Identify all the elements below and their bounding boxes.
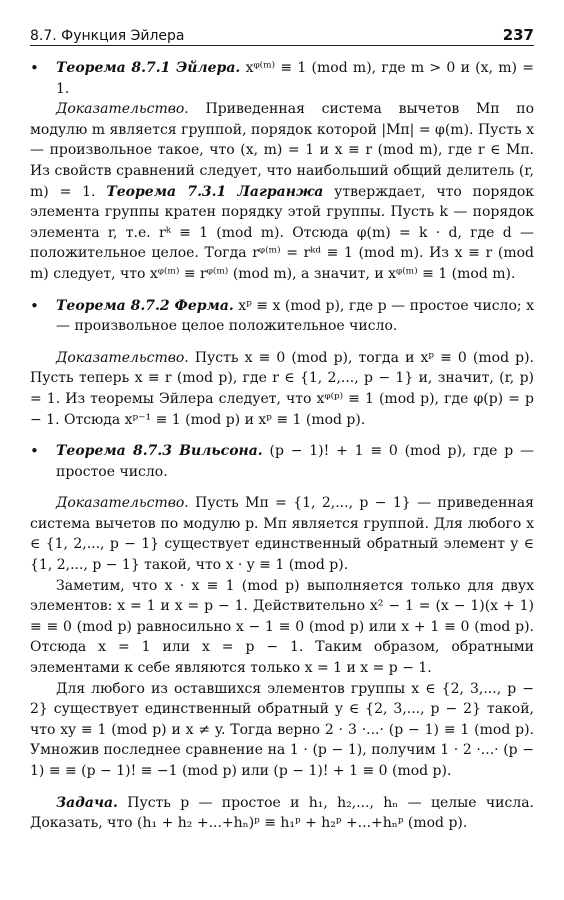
bullet-icon: • xyxy=(30,442,39,461)
proof-label: Доказательство. xyxy=(56,495,189,512)
proof-text: Приведенная система вычетов Mπ по модулю m является группой, порядок которой |Mπ| = φ(m). Пусть x — произвольное такое, что (x, m) = 1 и x ≡ r (mod m), где r ∈ Mπ. Из свойств сравнений следует, что наибольший общий делитель (r, m) = 1. xyxy=(30,101,534,200)
proof-wilson xyxy=(30,493,534,575)
proof-wilson-para2: Заметим, что x · x ≡ 1 (mod p) выполняется только для двух элементов: x = 1 и x = p − 1. Действительно x² − 1 = (x − 1)(x + 1) ≡ ≡ 0 (mod p) равносильно x − 1 ≡ 0 (mod p) или x + 1 ≡ 0 (mod p). Отсюда x = 1 или x = p − 1. Таким образом, обратными элементами к себе являются только x = 1 и x = p − 1. xyxy=(30,577,534,677)
theorem-title: Теорема 8.7.3 Вильсона. xyxy=(56,443,263,460)
section-title: 8.7. Функция Эйлера xyxy=(30,28,185,44)
bullet-icon: • xyxy=(30,296,39,315)
theorem-title: Теорема 8.7.1 Эйлера. xyxy=(56,60,241,76)
theorem-wilson xyxy=(30,441,534,482)
proof-text-continued: утверждает, что порядок элемента группы кратен порядку этой группы. Пусть k — порядок элемента r, т.е. rᵏ ≡ 1 (mod m). Отсюда φ(m) = k · d, где d — положительное целое. Тогда rᵠ⁽ᵐ⁾ = rᵏᵈ ≡ 1 (mod m). Из x ≡ r (mod m) следует, что xᵠ⁽ᵐ⁾ ≡ rᵠ⁽ᵐ⁾ (mod m), а значит, и xᵠ⁽ᵐ⁾ ≡ 1 (mod m). xyxy=(30,183,535,282)
page-number: 237 xyxy=(502,26,534,44)
proof-label: Доказательство. xyxy=(56,101,189,118)
proof-label: Доказательство. xyxy=(56,349,189,366)
page-content xyxy=(30,58,534,834)
task-label: Задача. xyxy=(56,794,118,811)
bullet-icon: • xyxy=(30,59,39,77)
lagrange-theorem-ref: Теорема 7.3.1 Лагранжа xyxy=(106,183,324,200)
theorem-fermat xyxy=(30,296,534,337)
theorem-euler xyxy=(30,58,534,99)
proof-text: Пусть Mπ = {1, 2,..., p − 1} — приведенная система вычетов по модулю p. Mπ является группой. Для любого x ∈ {1, 2,..., p − 1} существует единственный обратный элемент y ∈ {1, 2,..., p − 1} такой, что x · y ≡ 1 (mod p). xyxy=(30,495,534,574)
theorem-statement: xᵖ ≡ x (mod p), где p — простое число; x — произвольное целое положительное число. xyxy=(56,297,534,335)
task-text: Пусть p — простое и h₁, h₂,..., hₙ — целые числа. Доказать, что (h₁ + h₂ +...+hₙ)ᵖ ≡ h₁ᵖ + h₂ᵖ +...+hₙᵖ (mod p). xyxy=(30,794,535,832)
header-rule xyxy=(30,45,534,46)
proof-text: Пусть x ≡ 0 (mod p), тогда и xᵖ ≡ 0 (mod p). Пусть теперь x ≡ r (mod p), где r ∈ {1, 2,..., p − 1} и, значит, (r, p) = 1. Из теоремы Эйлера следует, что xᵠ⁽ᵖ⁾ ≡ 1 (mod p), где φ(p) = p − 1. Отсюда xᵖ⁻¹ ≡ 1 (mod p) и xᵖ ≡ 1 (mod p). xyxy=(30,349,534,428)
running-header xyxy=(30,20,534,44)
proof-euler xyxy=(30,99,534,284)
proof-fermat xyxy=(30,348,534,430)
proof-wilson-para3: Для любого из оставшихся элементов группы x ∈ {2, 3,..., p − 2} существует единственный обратный y ∈ {2, 3,..., p − 2} такой, что xy ≡ 1 (mod p) и x ≠ y. Тогда верно 2 · 3 ·...· (p − 1) ≡ 1 (mod p). Умножив последнее сравнение на 1 · (p − 1), получим 1 · 2 ·...· (p − 1) ≡ ≡ (p − 1)! ≡ −1 (mod p) или (p − 1)! + 1 ≡ 0 (mod p). xyxy=(30,680,534,779)
theorem-statement: (p − 1)! + 1 ≡ 0 (mod p), где p — простое число. xyxy=(56,443,534,480)
theorem-statement: xᵠ⁽ᵐ⁾ ≡ 1 (mod m), где m > 0 и (x, m) = 1. xyxy=(56,60,534,97)
theorem-title: Теорема 8.7.2 Ферма. xyxy=(56,297,234,314)
task xyxy=(30,793,534,834)
